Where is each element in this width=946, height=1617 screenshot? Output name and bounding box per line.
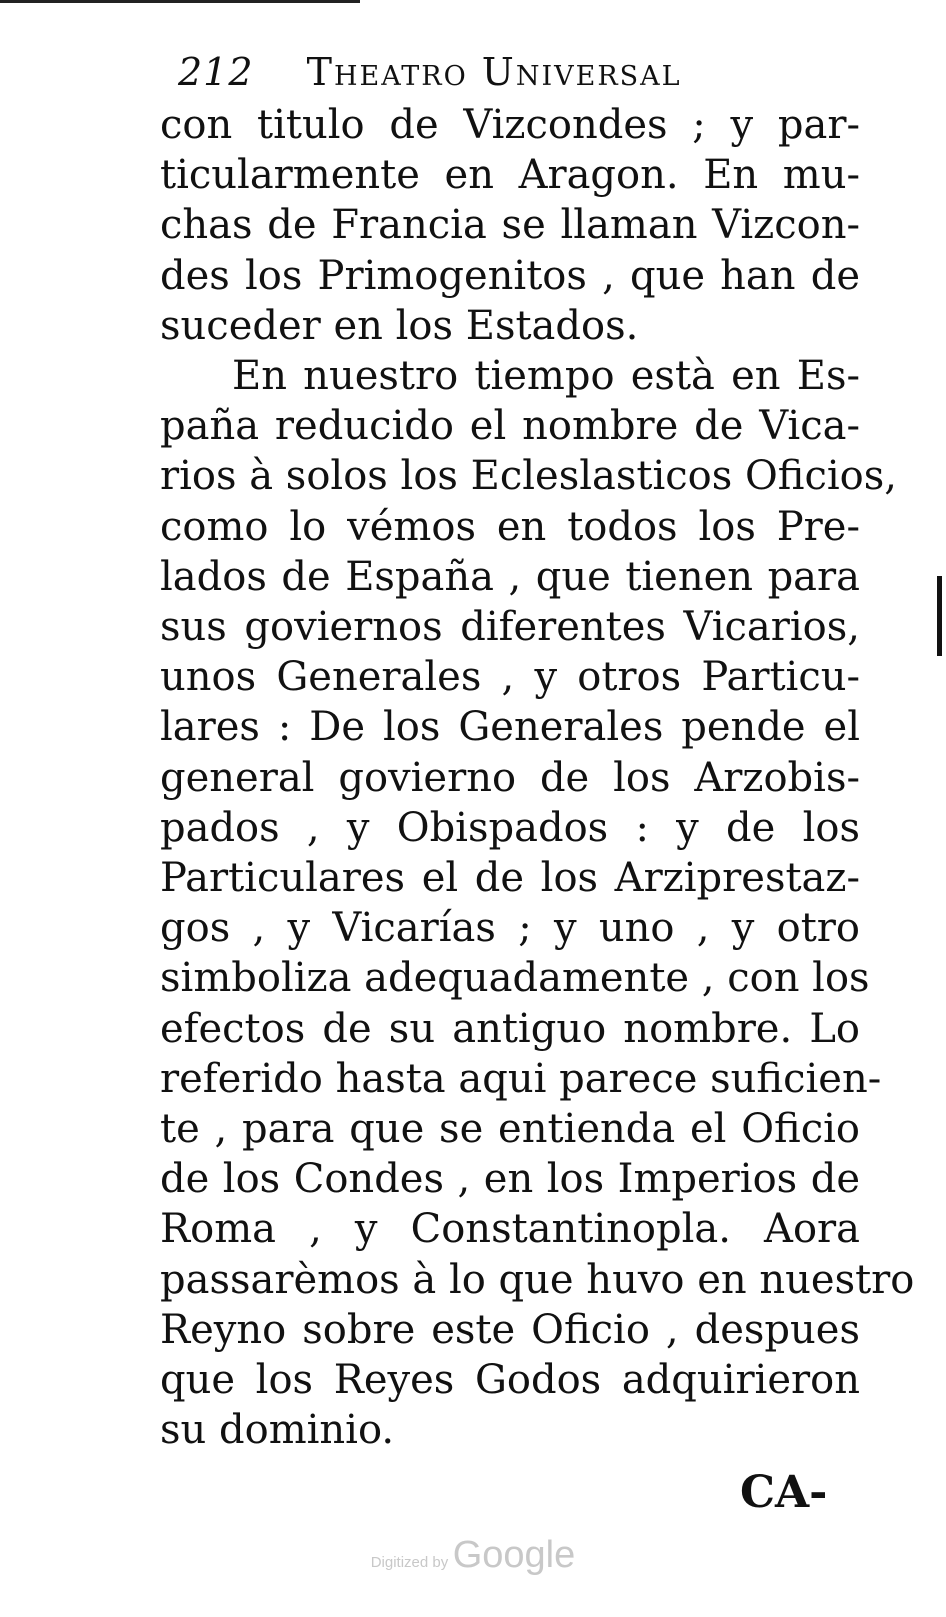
page-top-edge (0, 0, 360, 3)
text-line: En nuestro tiempo està en Es- (232, 353, 860, 400)
text-line: passarèmos à lo que huvo en nuestro (160, 1256, 915, 1303)
text-line: general govierno de los Arzobis- (160, 754, 860, 801)
text-line: como lo vémos en todos los Pre- (160, 503, 860, 550)
text-line: con titulo de Vizcondes ; y par- (160, 102, 860, 148)
text-line: de los Condes , en los Imperios de (160, 1156, 860, 1203)
text-line: des los Primogenitos , que han de (160, 252, 860, 299)
page-header (178, 50, 682, 94)
text-line: lados de España , que tienen para (160, 553, 860, 600)
text-line: suceder en los Estados. (160, 302, 639, 349)
text-line: Roma , y Constantinopla. Aora (160, 1206, 860, 1253)
text-line: gos , y Vicarías ; y uno , y otro (160, 905, 860, 952)
text-line: referido hasta aqui parece suficien- (160, 1055, 882, 1102)
text-line: Particulares el de los Arziprestaz- (160, 855, 860, 902)
text-line: paña reducido el nombre de Vica- (160, 403, 860, 450)
google-logo: Google (452, 1534, 576, 1576)
body-text (160, 100, 915, 1455)
text-line: rios à solos los Ecleslasticos Oficios, (160, 453, 897, 500)
text-line: unos Generales , y otros Particu- (160, 654, 860, 701)
text-line: simboliza adequadamente , con los (160, 955, 870, 1002)
page-number: 212 (178, 50, 254, 94)
catchword: CA- (740, 1467, 828, 1518)
text-line: ticularmente en Aragon. En mu- (160, 152, 860, 199)
digitized-prefix: Digitized by (370, 1554, 449, 1571)
text-line: chas de Francia se llaman Vizcon- (160, 202, 860, 249)
text-line: efectos de su antiguo nombre. Lo (160, 1005, 860, 1052)
text-line: Reyno sobre este Oficio , despues (160, 1306, 860, 1353)
running-title: Theatro Universal (306, 50, 682, 94)
text-line: sus goviernos diferentes Vicarios, (160, 604, 860, 651)
text-line: lares : De los Generales pende el (160, 704, 860, 751)
digitized-watermark (0, 1534, 946, 1577)
scan-edge-mark (937, 576, 942, 656)
text-line: que los Reyes Godos adquirieron (160, 1357, 860, 1404)
text-line: te , para que se entienda el Oficio (160, 1106, 860, 1153)
text-line: su dominio. (160, 1407, 395, 1454)
text-line: pados , y Obispados : y de los (160, 804, 860, 851)
